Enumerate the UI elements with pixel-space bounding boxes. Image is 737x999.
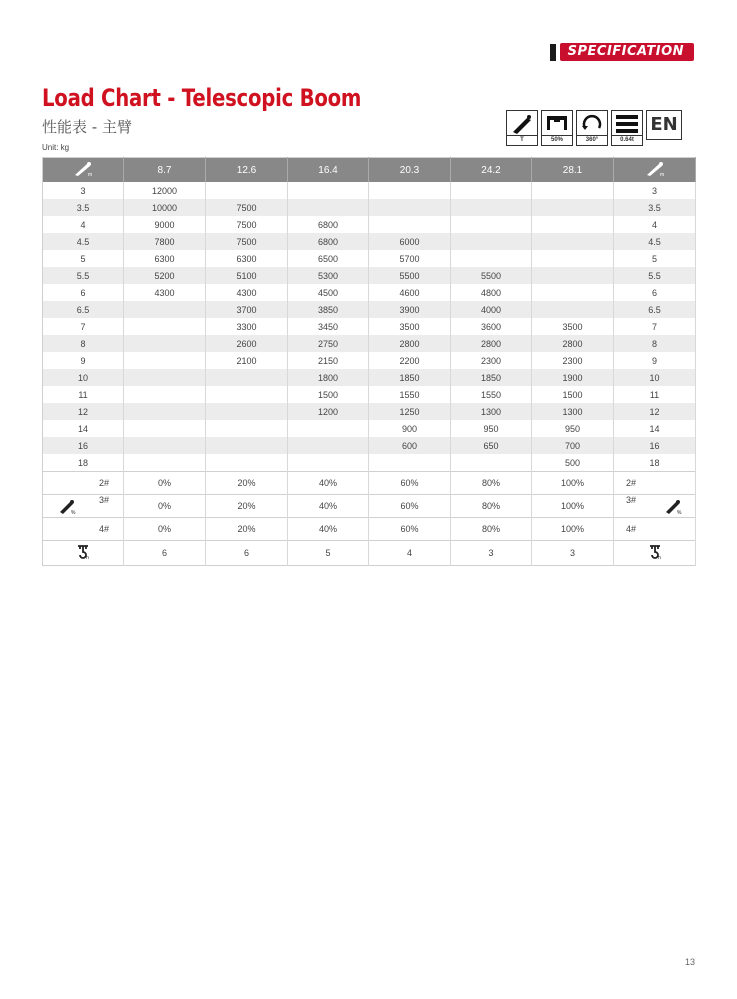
radius-cell: 10 bbox=[43, 369, 124, 386]
capacity-cell bbox=[288, 454, 369, 472]
capacity-cell bbox=[451, 199, 532, 216]
radius-cell: 14 bbox=[614, 420, 696, 437]
telescope-pct-cell: 80% bbox=[451, 518, 532, 541]
section-label: % 3# bbox=[43, 495, 124, 518]
capacity-cell: 3900 bbox=[369, 301, 451, 318]
table-row bbox=[43, 369, 696, 386]
capacity-cell bbox=[206, 420, 288, 437]
page-subtitle: 性能表 - 主臂 bbox=[42, 118, 132, 136]
capacity-cell: 1300 bbox=[532, 403, 614, 420]
capacity-cell bbox=[532, 233, 614, 250]
capacity-cell: 6300 bbox=[124, 250, 206, 267]
svg-text:%: % bbox=[71, 510, 76, 515]
capacity-cell: 6800 bbox=[288, 233, 369, 250]
radius-header-right bbox=[614, 158, 696, 183]
capacity-cell bbox=[369, 199, 451, 216]
capacity-cell bbox=[124, 301, 206, 318]
capacity-cell: 1850 bbox=[369, 369, 451, 386]
boom-length-header: 8.7 bbox=[124, 158, 206, 183]
radius-cell: 9 bbox=[614, 352, 696, 369]
capacity-cell bbox=[288, 437, 369, 454]
radius-cell: 16 bbox=[614, 437, 696, 454]
radius-cell: 4 bbox=[614, 216, 696, 233]
capacity-cell bbox=[532, 182, 614, 199]
radius-cell: 7 bbox=[614, 318, 696, 335]
table-row bbox=[43, 301, 696, 318]
capacity-cell: 9000 bbox=[124, 216, 206, 233]
capacity-cell: 2300 bbox=[451, 352, 532, 369]
page-title: Load Chart - Telescopic Boom bbox=[42, 84, 362, 112]
capacity-cell bbox=[451, 182, 532, 199]
capacity-cell bbox=[532, 267, 614, 284]
hook-icon bbox=[647, 544, 663, 560]
radius-cell: 3 bbox=[614, 182, 696, 199]
capacity-cell: 3500 bbox=[532, 318, 614, 335]
falls-cell: 6 bbox=[124, 541, 206, 566]
capacity-cell bbox=[124, 318, 206, 335]
capacity-cell bbox=[124, 454, 206, 472]
radius-icon bbox=[71, 161, 95, 177]
capacity-cell bbox=[369, 216, 451, 233]
capacity-cell: 2750 bbox=[288, 335, 369, 352]
capacity-cell: 5200 bbox=[124, 267, 206, 284]
capacity-cell bbox=[532, 216, 614, 233]
radius-cell: 7 bbox=[43, 318, 124, 335]
radius-cell: 12 bbox=[43, 403, 124, 420]
capacity-cell: 4800 bbox=[451, 284, 532, 301]
radius-cell: 16 bbox=[43, 437, 124, 454]
telescoping-row bbox=[43, 518, 696, 541]
capacity-cell: 1800 bbox=[288, 369, 369, 386]
capacity-cell bbox=[288, 420, 369, 437]
table-row bbox=[43, 437, 696, 454]
section-label: 2# bbox=[43, 472, 124, 495]
capacity-cell: 1900 bbox=[532, 369, 614, 386]
capacity-cell: 5700 bbox=[369, 250, 451, 267]
outrigger-icon-label: 50% bbox=[541, 135, 573, 146]
radius-header bbox=[43, 158, 124, 183]
radius-icon bbox=[643, 161, 667, 177]
boom-length-header: 24.2 bbox=[451, 158, 532, 183]
boom-length-header: 12.6 bbox=[206, 158, 288, 183]
capacity-cell: 6000 bbox=[369, 233, 451, 250]
telescope-pct-cell: 60% bbox=[369, 518, 451, 541]
capacity-cell bbox=[206, 454, 288, 472]
capacity-cell: 1250 bbox=[369, 403, 451, 420]
telescope-pct-cell: 20% bbox=[206, 472, 288, 495]
capacity-cell: 2800 bbox=[451, 335, 532, 352]
capacity-cell: 2150 bbox=[288, 352, 369, 369]
telescope-pct-cell: 40% bbox=[288, 518, 369, 541]
slewing-icon-label: 360° bbox=[576, 135, 608, 146]
capacity-cell: 2600 bbox=[206, 335, 288, 352]
radius-cell: 18 bbox=[614, 454, 696, 472]
spec-bar bbox=[550, 44, 556, 61]
radius-cell: 5 bbox=[43, 250, 124, 267]
outrigger-icon bbox=[541, 110, 573, 146]
radius-cell: 8 bbox=[614, 335, 696, 352]
capacity-cell bbox=[124, 403, 206, 420]
capacity-cell bbox=[288, 199, 369, 216]
counterweight-icon-label: 0.64t bbox=[611, 135, 643, 146]
capacity-cell bbox=[369, 454, 451, 472]
capacity-cell: 7500 bbox=[206, 233, 288, 250]
capacity-cell: 6300 bbox=[206, 250, 288, 267]
capacity-cell: 6800 bbox=[288, 216, 369, 233]
telescope-pct-cell: 20% bbox=[206, 495, 288, 518]
capacity-cell bbox=[451, 233, 532, 250]
telescope-pct-cell: 100% bbox=[532, 518, 614, 541]
section-label-right: 2# bbox=[614, 472, 696, 495]
capacity-cell bbox=[124, 369, 206, 386]
svg-text:%: % bbox=[677, 510, 682, 515]
radius-cell: 14 bbox=[43, 420, 124, 437]
capacity-cell: 3850 bbox=[288, 301, 369, 318]
falls-cell: 6 bbox=[206, 541, 288, 566]
capacity-cell: 7800 bbox=[124, 233, 206, 250]
capacity-cell: 3700 bbox=[206, 301, 288, 318]
radius-cell: 5 bbox=[614, 250, 696, 267]
capacity-cell bbox=[124, 335, 206, 352]
unit-label: Unit: kg bbox=[42, 143, 70, 152]
capacity-cell: 3450 bbox=[288, 318, 369, 335]
capacity-cell bbox=[124, 386, 206, 403]
language-badge[interactable]: EN bbox=[646, 110, 682, 140]
capacity-cell bbox=[288, 182, 369, 199]
boom-icon bbox=[506, 110, 538, 146]
capacity-cell bbox=[532, 301, 614, 318]
capacity-cell bbox=[124, 437, 206, 454]
capacity-cell: 3500 bbox=[369, 318, 451, 335]
hook-icon bbox=[75, 544, 91, 560]
radius-cell: 6.5 bbox=[43, 301, 124, 318]
capacity-cell: 2100 bbox=[206, 352, 288, 369]
telescope-pct-cell: 20% bbox=[206, 518, 288, 541]
telescope-pct-cell: 0% bbox=[124, 495, 206, 518]
capacity-cell bbox=[206, 369, 288, 386]
telescope-pct-cell: 60% bbox=[369, 472, 451, 495]
spec-header bbox=[550, 43, 694, 61]
radius-cell: 5.5 bbox=[43, 267, 124, 284]
capacity-cell bbox=[451, 250, 532, 267]
capacity-cell: 500 bbox=[532, 454, 614, 472]
capacity-cell bbox=[369, 182, 451, 199]
capacity-cell: 950 bbox=[451, 420, 532, 437]
capacity-cell: 4000 bbox=[451, 301, 532, 318]
capacity-cell: 650 bbox=[451, 437, 532, 454]
telescoping-row bbox=[43, 472, 696, 495]
capacity-cell: 5100 bbox=[206, 267, 288, 284]
capacity-cell: 4500 bbox=[288, 284, 369, 301]
capacity-cell bbox=[532, 250, 614, 267]
table-row bbox=[43, 403, 696, 420]
falls-cell: 3 bbox=[451, 541, 532, 566]
capacity-cell: 5500 bbox=[369, 267, 451, 284]
svg-text:m: m bbox=[88, 171, 93, 177]
table-header-row bbox=[43, 158, 696, 183]
capacity-cell: 1550 bbox=[451, 386, 532, 403]
table-row bbox=[43, 352, 696, 369]
table-row bbox=[43, 233, 696, 250]
capacity-cell: 1300 bbox=[451, 403, 532, 420]
capacity-cell: 3600 bbox=[451, 318, 532, 335]
telescope-pct-cell: 100% bbox=[532, 495, 614, 518]
capacity-cell: 1850 bbox=[451, 369, 532, 386]
radius-cell: 3.5 bbox=[614, 199, 696, 216]
radius-cell: 10 bbox=[614, 369, 696, 386]
capacity-cell bbox=[206, 403, 288, 420]
radius-cell: 6 bbox=[43, 284, 124, 301]
table-row bbox=[43, 182, 696, 199]
capacity-cell: 2200 bbox=[369, 352, 451, 369]
telescope-pct-cell: 0% bbox=[124, 472, 206, 495]
radius-cell: 4 bbox=[43, 216, 124, 233]
table-row bbox=[43, 318, 696, 335]
telescope-icon bbox=[57, 497, 77, 515]
capacity-cell bbox=[124, 420, 206, 437]
capacity-cell: 5500 bbox=[451, 267, 532, 284]
telescope-pct-cell: 80% bbox=[451, 472, 532, 495]
capacity-cell: 7500 bbox=[206, 199, 288, 216]
capacity-cell: 4600 bbox=[369, 284, 451, 301]
capacity-cell: 900 bbox=[369, 420, 451, 437]
telescoping-row bbox=[43, 495, 696, 518]
load-chart-table bbox=[42, 157, 696, 566]
table-row bbox=[43, 250, 696, 267]
capacity-cell: 10000 bbox=[124, 199, 206, 216]
capacity-cell: 1500 bbox=[532, 386, 614, 403]
counterweight-icon bbox=[611, 110, 643, 146]
capacity-cell bbox=[451, 454, 532, 472]
svg-text:n: n bbox=[86, 555, 89, 560]
boom-icon-label: T bbox=[506, 135, 538, 146]
capacity-cell bbox=[532, 284, 614, 301]
capacity-cell: 4300 bbox=[206, 284, 288, 301]
capacity-cell: 1200 bbox=[288, 403, 369, 420]
telescope-pct-cell: 40% bbox=[288, 495, 369, 518]
capacity-cell: 1500 bbox=[288, 386, 369, 403]
radius-cell: 6 bbox=[614, 284, 696, 301]
capacity-cell bbox=[451, 216, 532, 233]
section-label: 4# bbox=[43, 518, 124, 541]
slewing-icon bbox=[576, 110, 608, 146]
capacity-cell: 2800 bbox=[369, 335, 451, 352]
table-row bbox=[43, 335, 696, 352]
table-row bbox=[43, 454, 696, 472]
section-label-right: 3# % bbox=[614, 495, 696, 518]
telescope-pct-cell: 0% bbox=[124, 518, 206, 541]
section-label-right: 4# bbox=[614, 518, 696, 541]
capacity-cell: 700 bbox=[532, 437, 614, 454]
boom-length-header: 28.1 bbox=[532, 158, 614, 183]
radius-cell: 11 bbox=[614, 386, 696, 403]
falls-cell: 4 bbox=[369, 541, 451, 566]
table-row bbox=[43, 386, 696, 403]
radius-cell: 18 bbox=[43, 454, 124, 472]
table-row bbox=[43, 199, 696, 216]
radius-cell: 12 bbox=[614, 403, 696, 420]
falls-row bbox=[43, 541, 696, 566]
falls-label-right bbox=[614, 541, 696, 566]
telescope-pct-cell: 100% bbox=[532, 472, 614, 495]
table-row bbox=[43, 267, 696, 284]
capacity-cell bbox=[206, 437, 288, 454]
capacity-cell: 2300 bbox=[532, 352, 614, 369]
svg-text:n: n bbox=[657, 555, 661, 560]
table-row bbox=[43, 216, 696, 233]
boom-length-header: 16.4 bbox=[288, 158, 369, 183]
capacity-cell: 2800 bbox=[532, 335, 614, 352]
boom-length-header: 20.3 bbox=[369, 158, 451, 183]
capacity-cell: 3300 bbox=[206, 318, 288, 335]
radius-cell: 9 bbox=[43, 352, 124, 369]
radius-cell: 6.5 bbox=[614, 301, 696, 318]
radius-cell: 3.5 bbox=[43, 199, 124, 216]
falls-cell: 3 bbox=[532, 541, 614, 566]
radius-cell: 4.5 bbox=[43, 233, 124, 250]
condition-icons bbox=[506, 110, 682, 146]
telescope-pct-cell: 80% bbox=[451, 495, 532, 518]
svg-text:m: m bbox=[659, 171, 664, 177]
capacity-cell bbox=[206, 182, 288, 199]
capacity-cell: 7500 bbox=[206, 216, 288, 233]
falls-cell: 5 bbox=[288, 541, 369, 566]
capacity-cell: 12000 bbox=[124, 182, 206, 199]
capacity-cell: 5300 bbox=[288, 267, 369, 284]
capacity-cell: 6500 bbox=[288, 250, 369, 267]
capacity-cell bbox=[532, 199, 614, 216]
telescope-pct-cell: 60% bbox=[369, 495, 451, 518]
capacity-cell bbox=[124, 352, 206, 369]
radius-cell: 4.5 bbox=[614, 233, 696, 250]
radius-cell: 8 bbox=[43, 335, 124, 352]
page-number: 13 bbox=[684, 957, 695, 967]
capacity-cell: 1550 bbox=[369, 386, 451, 403]
table-row bbox=[43, 284, 696, 301]
telescope-icon bbox=[663, 497, 683, 515]
falls-label bbox=[43, 541, 124, 566]
capacity-cell: 4300 bbox=[124, 284, 206, 301]
capacity-cell: 950 bbox=[532, 420, 614, 437]
table-row bbox=[43, 420, 696, 437]
radius-cell: 3 bbox=[43, 182, 124, 199]
telescope-pct-cell: 40% bbox=[288, 472, 369, 495]
capacity-cell: 600 bbox=[369, 437, 451, 454]
radius-cell: 5.5 bbox=[614, 267, 696, 284]
spec-badge: SPECIFICATION bbox=[560, 43, 694, 61]
capacity-cell bbox=[206, 386, 288, 403]
radius-cell: 11 bbox=[43, 386, 124, 403]
